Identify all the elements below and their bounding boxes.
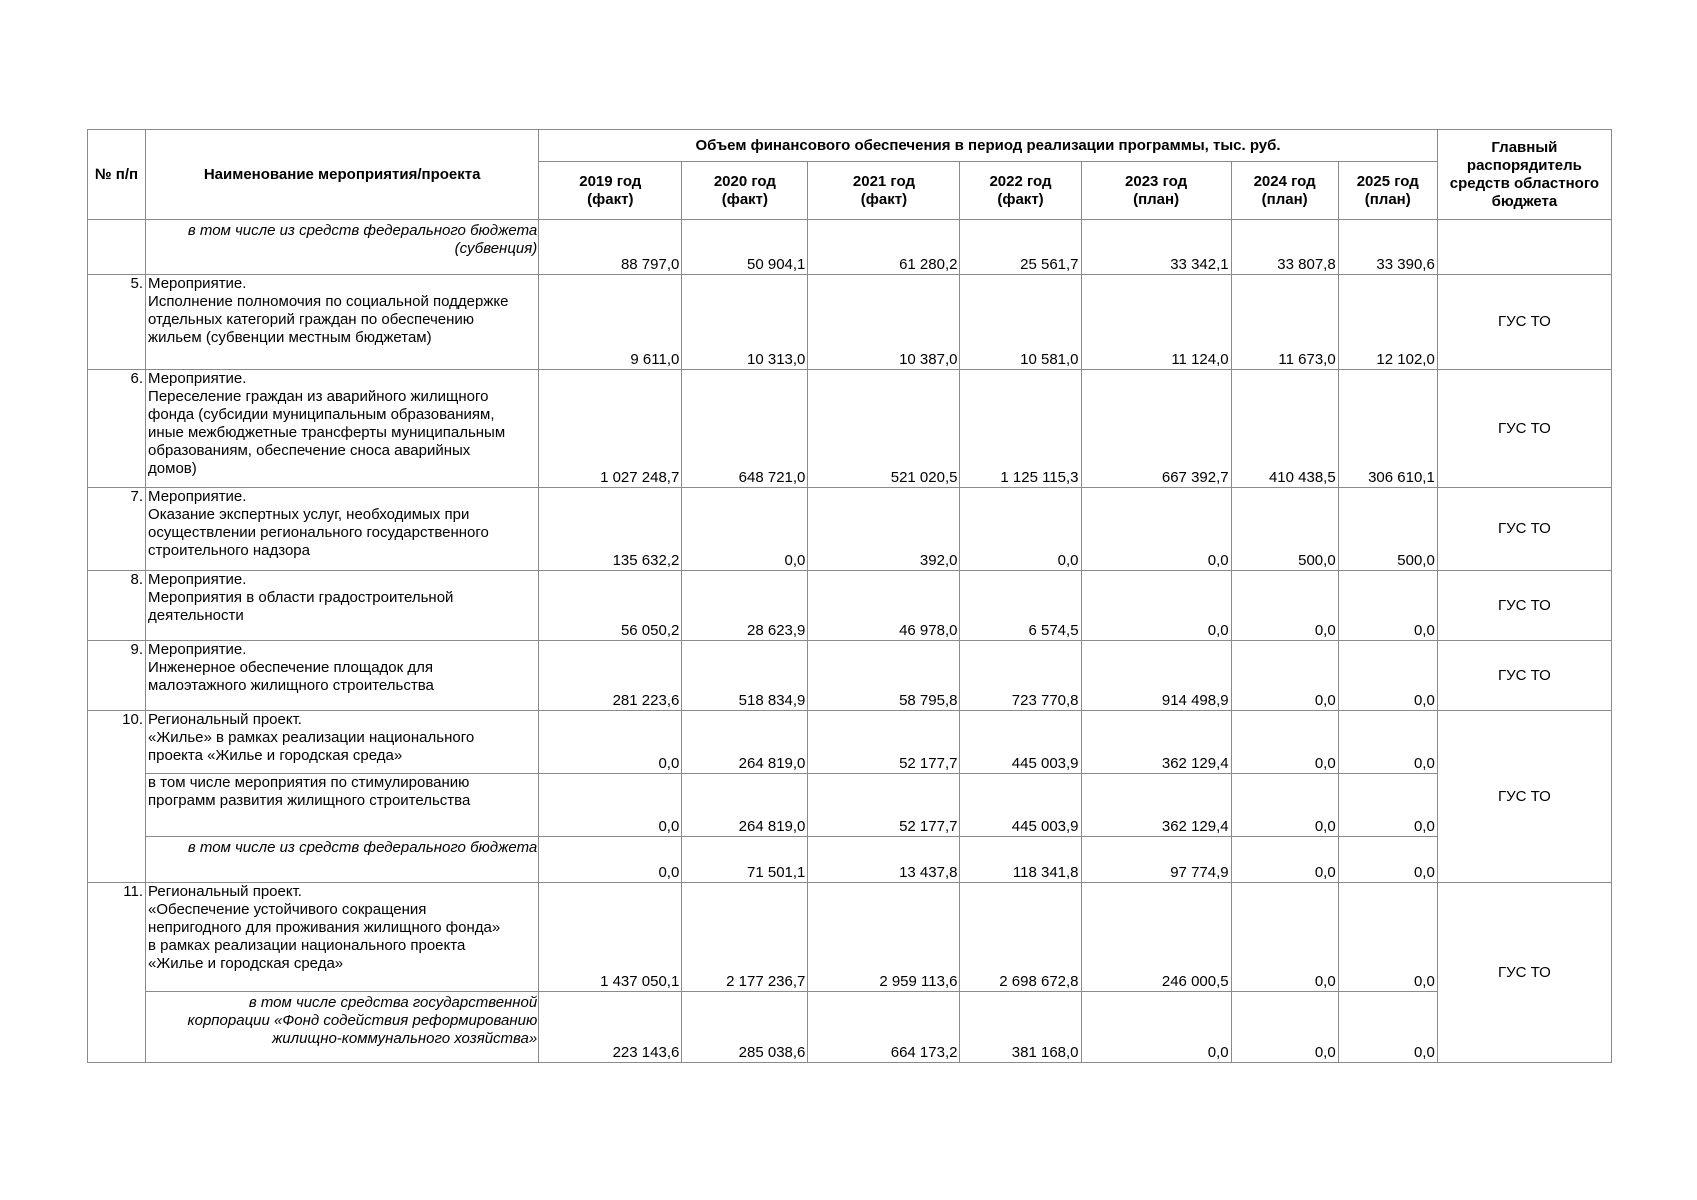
row-name: в том числе мероприятия по стимулированию программ развития жилищного строительства xyxy=(146,774,539,837)
value-cell: 6 574,5 xyxy=(960,571,1081,641)
header-num: № п/п xyxy=(88,130,146,220)
table-row xyxy=(88,275,1612,370)
value-cell: 223 143,6 xyxy=(539,992,682,1063)
admin-cell: ГУС ТО xyxy=(1437,370,1611,488)
header-volume: Объем финансового обеспечения в период реализации программы, тыс. руб. xyxy=(539,130,1438,162)
header-year-2023: 2023 год (план) xyxy=(1081,162,1231,220)
value-cell: 0,0 xyxy=(1338,641,1437,711)
admin-cell: ГУС ТО xyxy=(1437,275,1611,370)
admin-cell: ГУС ТО xyxy=(1437,571,1611,641)
value-cell: 246 000,5 xyxy=(1081,883,1231,992)
row-name: Мероприятие. Переселение граждан из аварийного жилищного фонда (субсидии муниципальным образованиям, иные межбюджетные трансферты муниципальным образованиям, обеспечение сноса аварийных домов) xyxy=(146,370,539,488)
row-number: 9. xyxy=(88,641,146,711)
table-row xyxy=(88,571,1612,641)
value-cell: 12 102,0 xyxy=(1338,275,1437,370)
value-cell: 667 392,7 xyxy=(1081,370,1231,488)
value-cell: 58 795,8 xyxy=(808,641,960,711)
row-name: Мероприятие. Мероприятия в области градостроительной деятельности xyxy=(146,571,539,641)
table-row xyxy=(88,370,1612,488)
admin-cell xyxy=(1437,220,1611,275)
value-cell: 33 390,6 xyxy=(1338,220,1437,275)
value-cell: 0,0 xyxy=(1231,837,1338,883)
value-cell: 518 834,9 xyxy=(682,641,808,711)
value-cell: 264 819,0 xyxy=(682,774,808,837)
value-cell: 50 904,1 xyxy=(682,220,808,275)
table-row xyxy=(88,488,1612,571)
value-cell: 0,0 xyxy=(1231,883,1338,992)
header-year-2019: 2019 год (факт) xyxy=(539,162,682,220)
value-cell: 0,0 xyxy=(1081,992,1231,1063)
value-cell: 285 038,6 xyxy=(682,992,808,1063)
value-cell: 264 819,0 xyxy=(682,711,808,774)
admin-cell: ГУС ТО xyxy=(1437,883,1611,1063)
value-cell: 0,0 xyxy=(539,837,682,883)
header-year-2020: 2020 год (факт) xyxy=(682,162,808,220)
row-number: 5. xyxy=(88,275,146,370)
row-number: 8. xyxy=(88,571,146,641)
value-cell: 10 581,0 xyxy=(960,275,1081,370)
value-cell: 97 774,9 xyxy=(1081,837,1231,883)
admin-cell: ГУС ТО xyxy=(1437,488,1611,571)
row-name: Мероприятие. Инженерное обеспечение площадок для малоэтажного жилищного строительства xyxy=(146,641,539,711)
admin-cell: ГУС ТО xyxy=(1437,711,1611,883)
table-row xyxy=(88,992,1612,1063)
value-cell: 2 698 672,8 xyxy=(960,883,1081,992)
value-cell: 9 611,0 xyxy=(539,275,682,370)
row-name: в том числе из средств федерального бюджета (субвенция) xyxy=(146,220,539,275)
value-cell: 0,0 xyxy=(1231,571,1338,641)
value-cell: 0,0 xyxy=(1081,488,1231,571)
value-cell: 52 177,7 xyxy=(808,774,960,837)
value-cell: 1 027 248,7 xyxy=(539,370,682,488)
value-cell: 0,0 xyxy=(1338,711,1437,774)
value-cell: 88 797,0 xyxy=(539,220,682,275)
value-cell: 306 610,1 xyxy=(1338,370,1437,488)
row-number: 10. xyxy=(88,711,146,883)
value-cell: 500,0 xyxy=(1338,488,1437,571)
value-cell: 1 437 050,1 xyxy=(539,883,682,992)
header-name: Наименование мероприятия/проекта xyxy=(146,130,539,220)
value-cell: 10 387,0 xyxy=(808,275,960,370)
value-cell: 61 280,2 xyxy=(808,220,960,275)
value-cell: 723 770,8 xyxy=(960,641,1081,711)
value-cell: 0,0 xyxy=(1081,571,1231,641)
value-cell: 0,0 xyxy=(1231,641,1338,711)
value-cell: 25 561,7 xyxy=(960,220,1081,275)
value-cell: 362 129,4 xyxy=(1081,774,1231,837)
row-name: в том числе из средств федерального бюджета xyxy=(146,837,539,883)
admin-cell: ГУС ТО xyxy=(1437,641,1611,711)
table-row xyxy=(88,837,1612,883)
value-cell: 13 437,8 xyxy=(808,837,960,883)
value-cell: 71 501,1 xyxy=(682,837,808,883)
value-cell: 445 003,9 xyxy=(960,774,1081,837)
value-cell: 0,0 xyxy=(539,711,682,774)
table-row xyxy=(88,774,1612,837)
table-row xyxy=(88,641,1612,711)
value-cell: 0,0 xyxy=(682,488,808,571)
value-cell: 33 807,8 xyxy=(1231,220,1338,275)
row-name: в том числе средства государственной корпорации «Фонд содействия реформированию жилищно-коммунального хозяйства» xyxy=(146,992,539,1063)
value-cell: 648 721,0 xyxy=(682,370,808,488)
value-cell: 11 673,0 xyxy=(1231,275,1338,370)
value-cell: 0,0 xyxy=(1338,883,1437,992)
header-year-2022: 2022 год (факт) xyxy=(960,162,1081,220)
value-cell: 0,0 xyxy=(1338,571,1437,641)
row-name: Мероприятие. Оказание экспертных услуг, необходимых при осуществлении регионального государственного строительного надзора xyxy=(146,488,539,571)
value-cell: 664 173,2 xyxy=(808,992,960,1063)
row-number: 6. xyxy=(88,370,146,488)
value-cell: 0,0 xyxy=(1338,992,1437,1063)
header-year-2021: 2021 год (факт) xyxy=(808,162,960,220)
value-cell: 0,0 xyxy=(1231,992,1338,1063)
header-year-2025: 2025 год (план) xyxy=(1338,162,1437,220)
value-cell: 56 050,2 xyxy=(539,571,682,641)
value-cell: 281 223,6 xyxy=(539,641,682,711)
value-cell: 500,0 xyxy=(1231,488,1338,571)
table-row xyxy=(88,220,1612,275)
value-cell: 521 020,5 xyxy=(808,370,960,488)
value-cell: 392,0 xyxy=(808,488,960,571)
row-name: Региональный проект. «Обеспечение устойчивого сокращения непригодного для проживания жилищного фонда» в рамках реализации национального проекта «Жилье и городская среда» xyxy=(146,883,539,992)
value-cell: 10 313,0 xyxy=(682,275,808,370)
financing-table xyxy=(87,129,1612,1063)
value-cell: 0,0 xyxy=(1338,837,1437,883)
table-row xyxy=(88,883,1612,992)
value-cell: 33 342,1 xyxy=(1081,220,1231,275)
value-cell: 914 498,9 xyxy=(1081,641,1231,711)
row-name: Мероприятие. Исполнение полномочия по социальной поддержке отдельных категорий граждан по обеспечению жильем (субвенции местным бюджетам) xyxy=(146,275,539,370)
value-cell: 381 168,0 xyxy=(960,992,1081,1063)
value-cell: 2 959 113,6 xyxy=(808,883,960,992)
value-cell: 1 125 115,3 xyxy=(960,370,1081,488)
table-row xyxy=(88,711,1612,774)
value-cell: 52 177,7 xyxy=(808,711,960,774)
value-cell: 0,0 xyxy=(1231,711,1338,774)
value-cell: 28 623,9 xyxy=(682,571,808,641)
value-cell: 0,0 xyxy=(1338,774,1437,837)
value-cell: 0,0 xyxy=(1231,774,1338,837)
value-cell: 410 438,5 xyxy=(1231,370,1338,488)
header-admin: Главный распорядитель средств областного бюджета xyxy=(1437,130,1611,220)
value-cell: 135 632,2 xyxy=(539,488,682,571)
value-cell: 445 003,9 xyxy=(960,711,1081,774)
value-cell: 11 124,0 xyxy=(1081,275,1231,370)
row-number: 11. xyxy=(88,883,146,1063)
row-number: 7. xyxy=(88,488,146,571)
header-year-2024: 2024 год (план) xyxy=(1231,162,1338,220)
row-number xyxy=(88,220,146,275)
value-cell: 0,0 xyxy=(539,774,682,837)
value-cell: 362 129,4 xyxy=(1081,711,1231,774)
row-name: Региональный проект. «Жилье» в рамках реализации национального проекта «Жилье и городская среда» xyxy=(146,711,539,774)
value-cell: 46 978,0 xyxy=(808,571,960,641)
value-cell: 0,0 xyxy=(960,488,1081,571)
value-cell: 2 177 236,7 xyxy=(682,883,808,992)
value-cell: 118 341,8 xyxy=(960,837,1081,883)
